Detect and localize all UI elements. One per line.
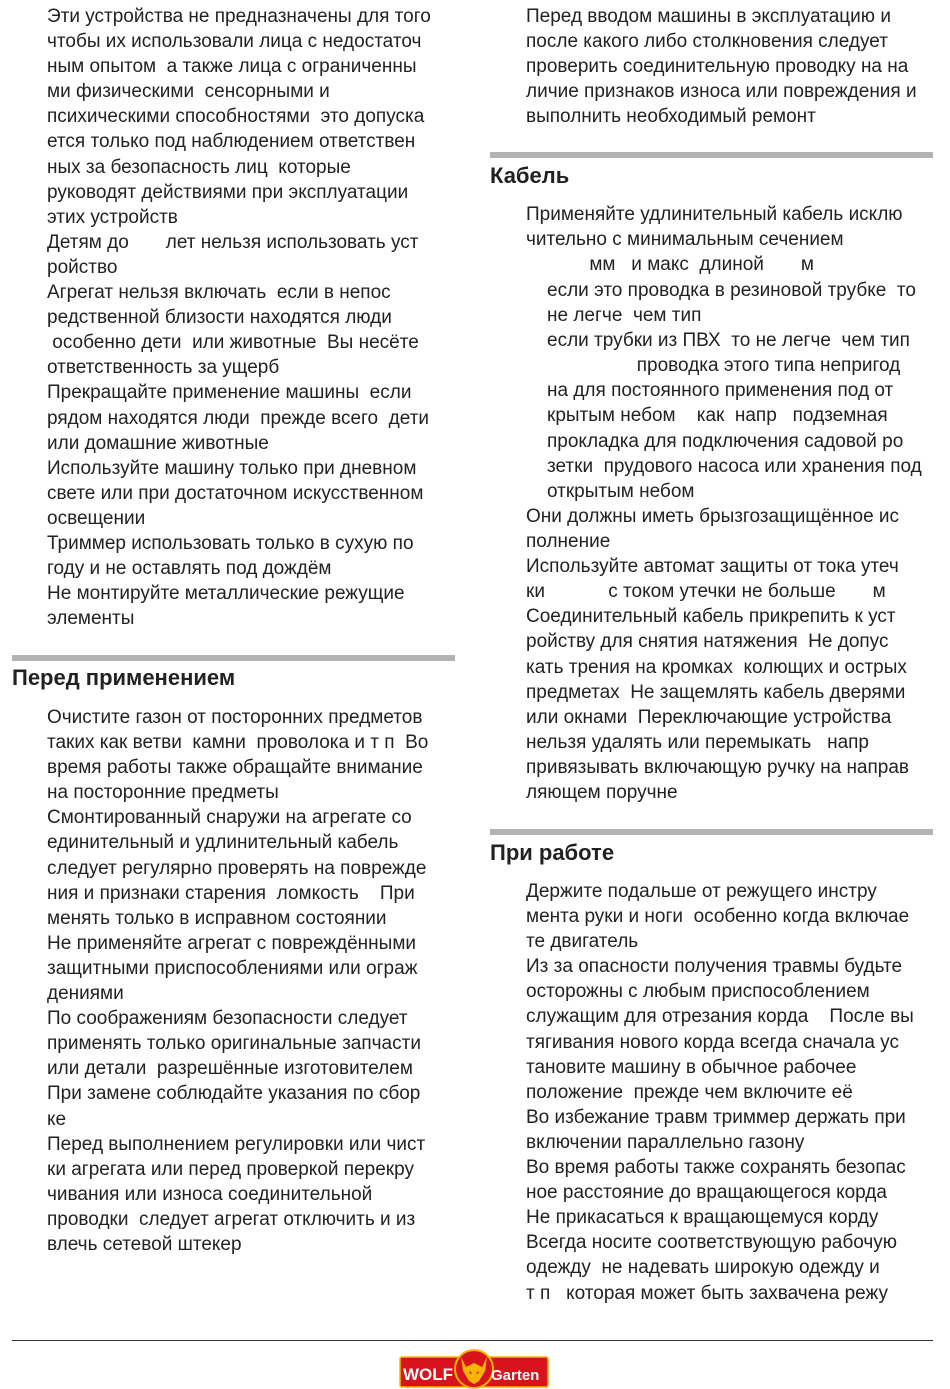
text-line: единительный и удлинительный кабель: [47, 832, 399, 854]
text-line: При замене соблюдайте указания по сбор: [47, 1083, 421, 1105]
text-line: кать трения на кромках колющих и острых: [526, 656, 907, 678]
text-line: Применяйте удлинительный кабель исклю: [526, 204, 903, 225]
text-line: осторожны с любым приспособлением: [526, 981, 870, 1003]
text-line: Используйте автомат защиты от тока утеч: [526, 556, 899, 578]
text-line: Не применяйте агрегат с повреждёнными: [47, 932, 416, 954]
section-divider: [490, 829, 933, 835]
text-line: влечь сетевой штекер: [47, 1233, 242, 1255]
text-line: ройству для снятия натяжения Не допус: [526, 631, 889, 653]
text-line: тановите машину в обычное рабочее: [526, 1056, 857, 1078]
section-divider: [490, 152, 933, 158]
text-line: Детям до лет нельзя использовать уст: [47, 231, 419, 253]
text-line: свете или при достаточном искусственном: [47, 482, 424, 504]
text-line: Прекращайте применение машины если: [47, 382, 412, 404]
text-line: Во время работы также сохранять безопас: [526, 1157, 906, 1179]
text-line: ройство: [47, 256, 118, 278]
text-line: освещении: [47, 507, 146, 529]
text-line: если трубки из ПВХ то не легче чем тип: [547, 330, 910, 352]
text-line: редственной близости находятся люди: [47, 307, 392, 329]
text-line: Очистите газон от посторонних предметов: [47, 707, 423, 728]
text-line: руководят действиями при эксплуатации: [47, 181, 409, 203]
text-line: ных за безопасность лиц которые: [47, 156, 351, 178]
text-line: психическими способностями это допуска: [47, 106, 425, 128]
text-line: полнение: [526, 531, 611, 553]
text-line: включении параллельно газону: [526, 1131, 805, 1153]
text-line: те двигатель: [526, 931, 639, 953]
text-line: проводка этого типа непригод: [547, 355, 901, 377]
right-text-block-3: [526, 879, 914, 1306]
text-line: чительно с минимальным сечением: [526, 229, 844, 251]
text-line: ки агрегата или перед проверкой перекру: [47, 1158, 414, 1180]
section-divider: [12, 655, 455, 661]
text-line: году и не оставлять под дождём: [47, 558, 332, 580]
text-line: ным опытом а также лица с ограниченны: [47, 56, 417, 78]
text-line: ния и признаки старения ломкость При: [47, 882, 415, 904]
text-line: открытым небом: [547, 480, 695, 502]
text-line: мента руки и ноги особенно когда включае: [526, 906, 910, 928]
text-line: время работы также обращайте внимание: [47, 757, 423, 779]
text-line: Всегда носите соответствующую рабочую: [526, 1232, 898, 1254]
text-line: ется только под наблюдением ответствен: [47, 131, 416, 153]
text-line: защитными приспособлениями или ограж: [47, 957, 418, 979]
right-text-block-1: [526, 4, 917, 129]
text-line: после какого либо столкновения следует: [526, 31, 888, 53]
text-line: проверить соединительную проводку на на: [526, 56, 909, 78]
text-line: не легче чем тип: [547, 305, 702, 327]
text-line: ки с током утечки не больше м: [526, 581, 886, 603]
text-line: чивания или износа соединительной: [47, 1183, 373, 1205]
text-line: выполнить необходимый ремонт: [526, 106, 816, 128]
text-line: или домашние животные: [47, 432, 269, 454]
text-line: если это проводка в резиновой трубке то: [547, 280, 916, 301]
text-line: проводки следует агрегат отключить и из: [47, 1208, 416, 1230]
text-line: особенно дети или животные Вы несёте: [47, 332, 419, 354]
text-line: ответственность за ущерб: [47, 357, 280, 379]
text-line: чтобы их использовали лица с недостаточ: [47, 31, 422, 53]
left-text-block-1: [47, 4, 431, 631]
text-line: ке: [47, 1108, 67, 1130]
text-line: Соединительный кабель прикрепить к уст: [526, 606, 896, 628]
text-line: Смонтированный снаружи на агрегате со: [47, 807, 412, 829]
text-line: т п которая может быть захвачена режу: [526, 1282, 888, 1304]
wolf-head-icon: [455, 1350, 493, 1388]
text-line: Перед выполнением регулировки или чист: [47, 1133, 426, 1155]
logo-text-wolf: WOLF: [403, 1365, 454, 1384]
text-line: тягивания нового корда всегда сначала ус: [526, 1031, 899, 1053]
text-line: ляющем поручне: [526, 782, 678, 804]
text-line: на для постоянного применения под от: [547, 380, 894, 402]
wolf-garten-logo: [399, 1347, 549, 1389]
text-line: Агрегат нельзя включать если в непос: [47, 282, 391, 304]
text-line: Не монтируйте металлические режущие: [47, 583, 405, 605]
text-line: рядом находятся люди прежде всего дети: [47, 407, 430, 429]
text-line: или детали разрешённые изготовителем: [47, 1058, 413, 1080]
text-line: Во избежание травм триммер держать при: [526, 1106, 906, 1128]
text-line: Не прикасаться к вращающемуся корду: [526, 1207, 879, 1229]
cable-text-main: [526, 202, 903, 277]
text-line: нельзя удалять или перемыкать напр: [526, 731, 870, 753]
text-line: следует регулярно проверять на поврежде: [47, 857, 427, 879]
left-text-block-2: [47, 705, 428, 1257]
text-line: Эти устройства не предназначены для того: [47, 6, 431, 27]
text-line: менять только в исправном состоянии: [47, 907, 387, 929]
cable-text-tail: [526, 504, 909, 805]
footer-divider: [12, 1340, 933, 1341]
text-line: прокладка для подключения садовой ро: [547, 430, 904, 452]
text-line: Используйте машину только при дневном: [47, 457, 417, 479]
text-line: зетки прудового насоса или хранения под: [547, 455, 922, 477]
text-line: По соображениям безопасности следует: [47, 1008, 408, 1030]
text-line: Из за опасности получения травмы будьте: [526, 956, 903, 978]
text-line: этих устройств: [47, 206, 178, 228]
text-line: на посторонние предметы: [47, 782, 279, 804]
text-line: элементы: [47, 608, 135, 630]
section-heading-before-use: Перед применением: [12, 665, 236, 690]
text-line: таких как ветви камни проволока и т п Во: [47, 732, 429, 754]
cable-text-sub: [547, 278, 922, 504]
text-line: крытым небом как напр подземная: [547, 405, 888, 427]
text-line: ми физическими сенсорными и: [47, 81, 330, 103]
text-line: служащим для отрезания корда После вы: [526, 1006, 914, 1028]
text-line: одежду не надевать широкую одежду и: [526, 1257, 880, 1279]
logo-text-garten: Garten: [491, 1367, 540, 1384]
text-line: Перед вводом машины в эксплуатацию и: [526, 6, 891, 27]
text-line: дениями: [47, 983, 124, 1005]
text-line: положение прежде чем включите её: [526, 1081, 853, 1103]
section-heading-cable: Кабель: [490, 163, 570, 188]
text-line: привязывать включающую ручку на направ: [526, 756, 910, 778]
text-line: Они должны иметь брызгозащищённое ис: [526, 506, 900, 527]
text-line: ное расстояние до вращающегося корда: [526, 1182, 887, 1204]
section-heading-during-work: При работе: [490, 840, 615, 865]
text-line: Держите подальше от режущего инстру: [526, 881, 877, 902]
text-line: или окнами Переключающие устройства: [526, 706, 892, 728]
text-line: мм и макс длиной м: [526, 254, 814, 276]
text-line: применять только оригинальные запчасти: [47, 1033, 421, 1055]
text-line: Триммер использовать только в сухую по: [47, 532, 414, 554]
text-line: личие признаков износа или повреждения и: [526, 81, 917, 103]
text-line: предметах Не защемлять кабель дверями: [526, 681, 906, 703]
